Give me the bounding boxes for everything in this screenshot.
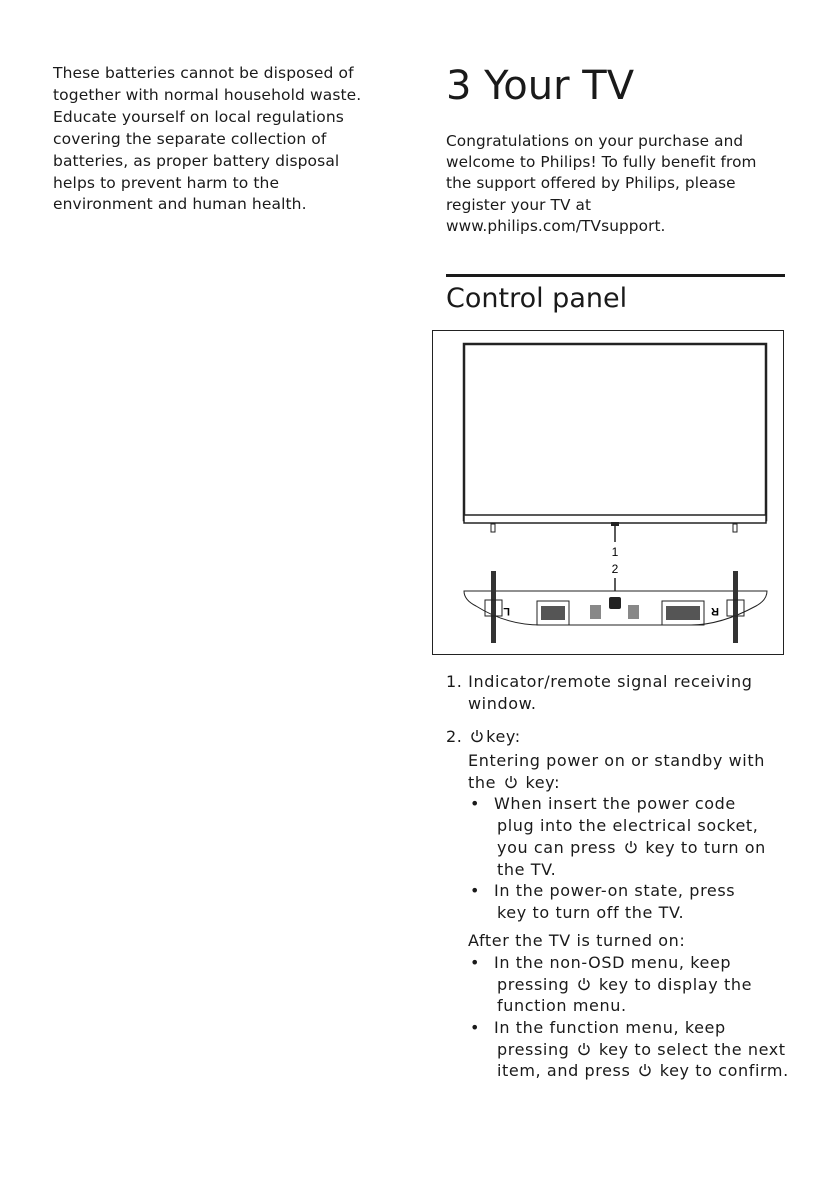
text-line: welcome to Philips! To fully benefit from <box>446 153 757 171</box>
text-line <box>497 1040 786 1060</box>
left-label: L <box>503 605 510 617</box>
section-divider <box>446 274 785 277</box>
power-icon <box>638 1063 652 1077</box>
text-line: In the function menu, keep <box>494 1018 726 1037</box>
text-line: the support offered by Philips, please <box>446 174 736 192</box>
bullet-icon: • <box>470 1018 481 1037</box>
text-line: plug into the electrical socket, <box>497 816 759 835</box>
text-line <box>497 975 752 995</box>
text: key: <box>486 727 521 746</box>
text: key to select the next <box>598 1040 786 1059</box>
callout-1: 1 <box>611 545 619 559</box>
power-icon <box>577 977 591 991</box>
text-line: Congratulations on your purchase and <box>446 132 744 150</box>
text-line <box>497 838 766 858</box>
text: key to confirm. <box>659 1061 789 1080</box>
text: pressing <box>497 975 570 994</box>
text-line: After the TV is turned on: <box>468 931 686 950</box>
text: key: <box>525 773 561 792</box>
tv-illustration <box>433 331 783 654</box>
text-line: batteries, as proper battery disposal <box>53 152 340 170</box>
text-line <box>497 1061 789 1081</box>
right-label: R <box>711 605 719 617</box>
text: item, and press <box>497 1061 631 1080</box>
text: pressing <box>497 1040 570 1059</box>
text-line: When insert the power code <box>494 794 736 813</box>
power-icon <box>624 840 638 854</box>
item-1-text: 1. Indicator/remote signal receiving <box>446 672 753 691</box>
text-line: helps to prevent harm to the <box>53 174 280 192</box>
bullet-icon: • <box>470 953 481 972</box>
item-2-heading <box>446 727 521 747</box>
power-icon <box>577 1042 591 1056</box>
text-line: together with normal household waste. <box>53 86 362 104</box>
text-line: environment and human health. <box>53 195 307 213</box>
text-line: These batteries cannot be disposed of <box>53 64 354 82</box>
text-line <box>468 773 560 793</box>
support-url: www.philips.com/TVsupport. <box>446 217 666 235</box>
item-1-text: window. <box>468 694 537 713</box>
power-icon <box>470 729 484 743</box>
text-line: Educate yourself on local regulations <box>53 108 344 126</box>
text-line: key to turn off the TV. <box>497 903 685 922</box>
text: you can press <box>497 838 617 857</box>
control-panel-heading: Control panel <box>446 283 628 314</box>
text-line: register your TV at <box>446 196 592 214</box>
bullet-icon: • <box>470 794 481 813</box>
power-icon <box>504 775 518 789</box>
text-line: In the non-OSD menu, keep <box>494 953 732 972</box>
text-line: covering the separate collection of <box>53 130 327 148</box>
section-title: 3 Your TV <box>446 63 635 109</box>
text: key to turn on <box>645 838 766 857</box>
text-line: the TV. <box>497 860 557 879</box>
item-number: 2. <box>446 727 463 746</box>
text-line: function menu. <box>497 996 627 1015</box>
text: the <box>468 773 497 792</box>
text-line: Entering power on or standby with <box>468 751 765 770</box>
text-line: In the power-on state, press <box>494 881 736 900</box>
tv-control-panel-diagram <box>432 330 784 655</box>
callout-2: 2 <box>611 562 619 576</box>
bullet-icon: • <box>470 881 481 900</box>
text: key to display the <box>598 975 753 994</box>
